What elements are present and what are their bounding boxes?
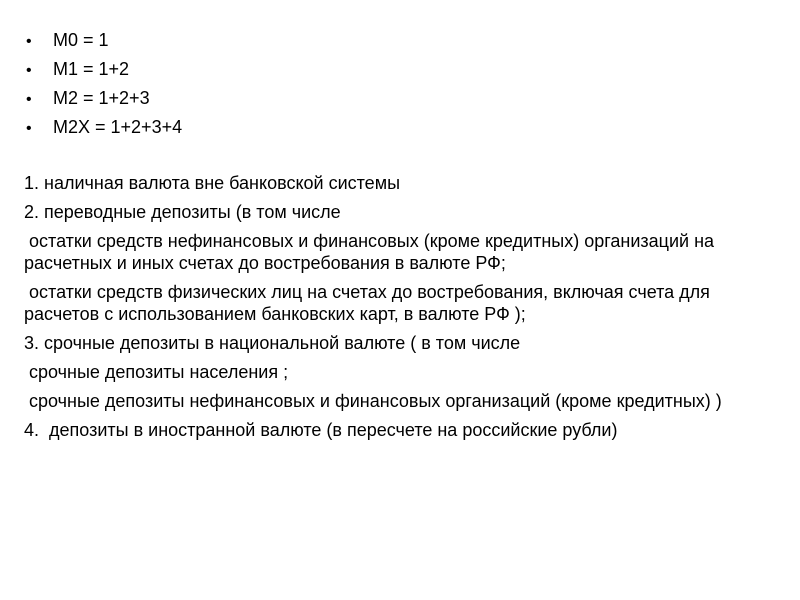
paragraph-item: 1. наличная валюта вне банковской системы xyxy=(24,173,401,193)
bullet-text: M0 = 1 xyxy=(53,30,109,50)
bullet-text: M1 = 1+2 xyxy=(53,59,130,79)
bullet-item xyxy=(26,55,182,84)
aggregate-bullet-list xyxy=(26,26,182,142)
paragraph-item: остатки средств физических лиц на счетах до востребования, включая счета для расчетов с использованием банковских карт, в валюте РФ ); xyxy=(24,282,715,324)
paragraph-item: 3. срочные депозиты в национальной валюте ( в том числе xyxy=(24,333,521,353)
bullet-dot: • xyxy=(26,33,32,50)
bullet-text: M2X = 1+2+3+4 xyxy=(53,117,183,137)
paragraph-item: срочные депозиты нефинансовых и финансовых организаций (кроме кредитных) ) xyxy=(24,391,722,411)
paragraph-item: 4. депозиты в иностранной валюте (в пересчете на российские рубли) xyxy=(24,420,618,440)
bullet-item xyxy=(26,84,182,113)
definitions-text xyxy=(24,172,776,448)
bullet-item xyxy=(26,26,182,55)
bullet-item xyxy=(26,113,182,142)
paragraph-item: остатки средств нефинансовых и финансовых (кроме кредитных) организаций на расчетных и иных счетах до востребования в валюте РФ; xyxy=(24,231,720,273)
bullet-dot: • xyxy=(26,120,32,137)
paragraph-item: 2. переводные депозиты (в том числе xyxy=(24,202,341,222)
bullet-dot: • xyxy=(26,62,32,79)
paragraph-item: срочные депозиты населения ; xyxy=(24,362,289,382)
bullet-text: M2 = 1+2+3 xyxy=(53,88,150,108)
bullet-dot: • xyxy=(26,91,32,108)
